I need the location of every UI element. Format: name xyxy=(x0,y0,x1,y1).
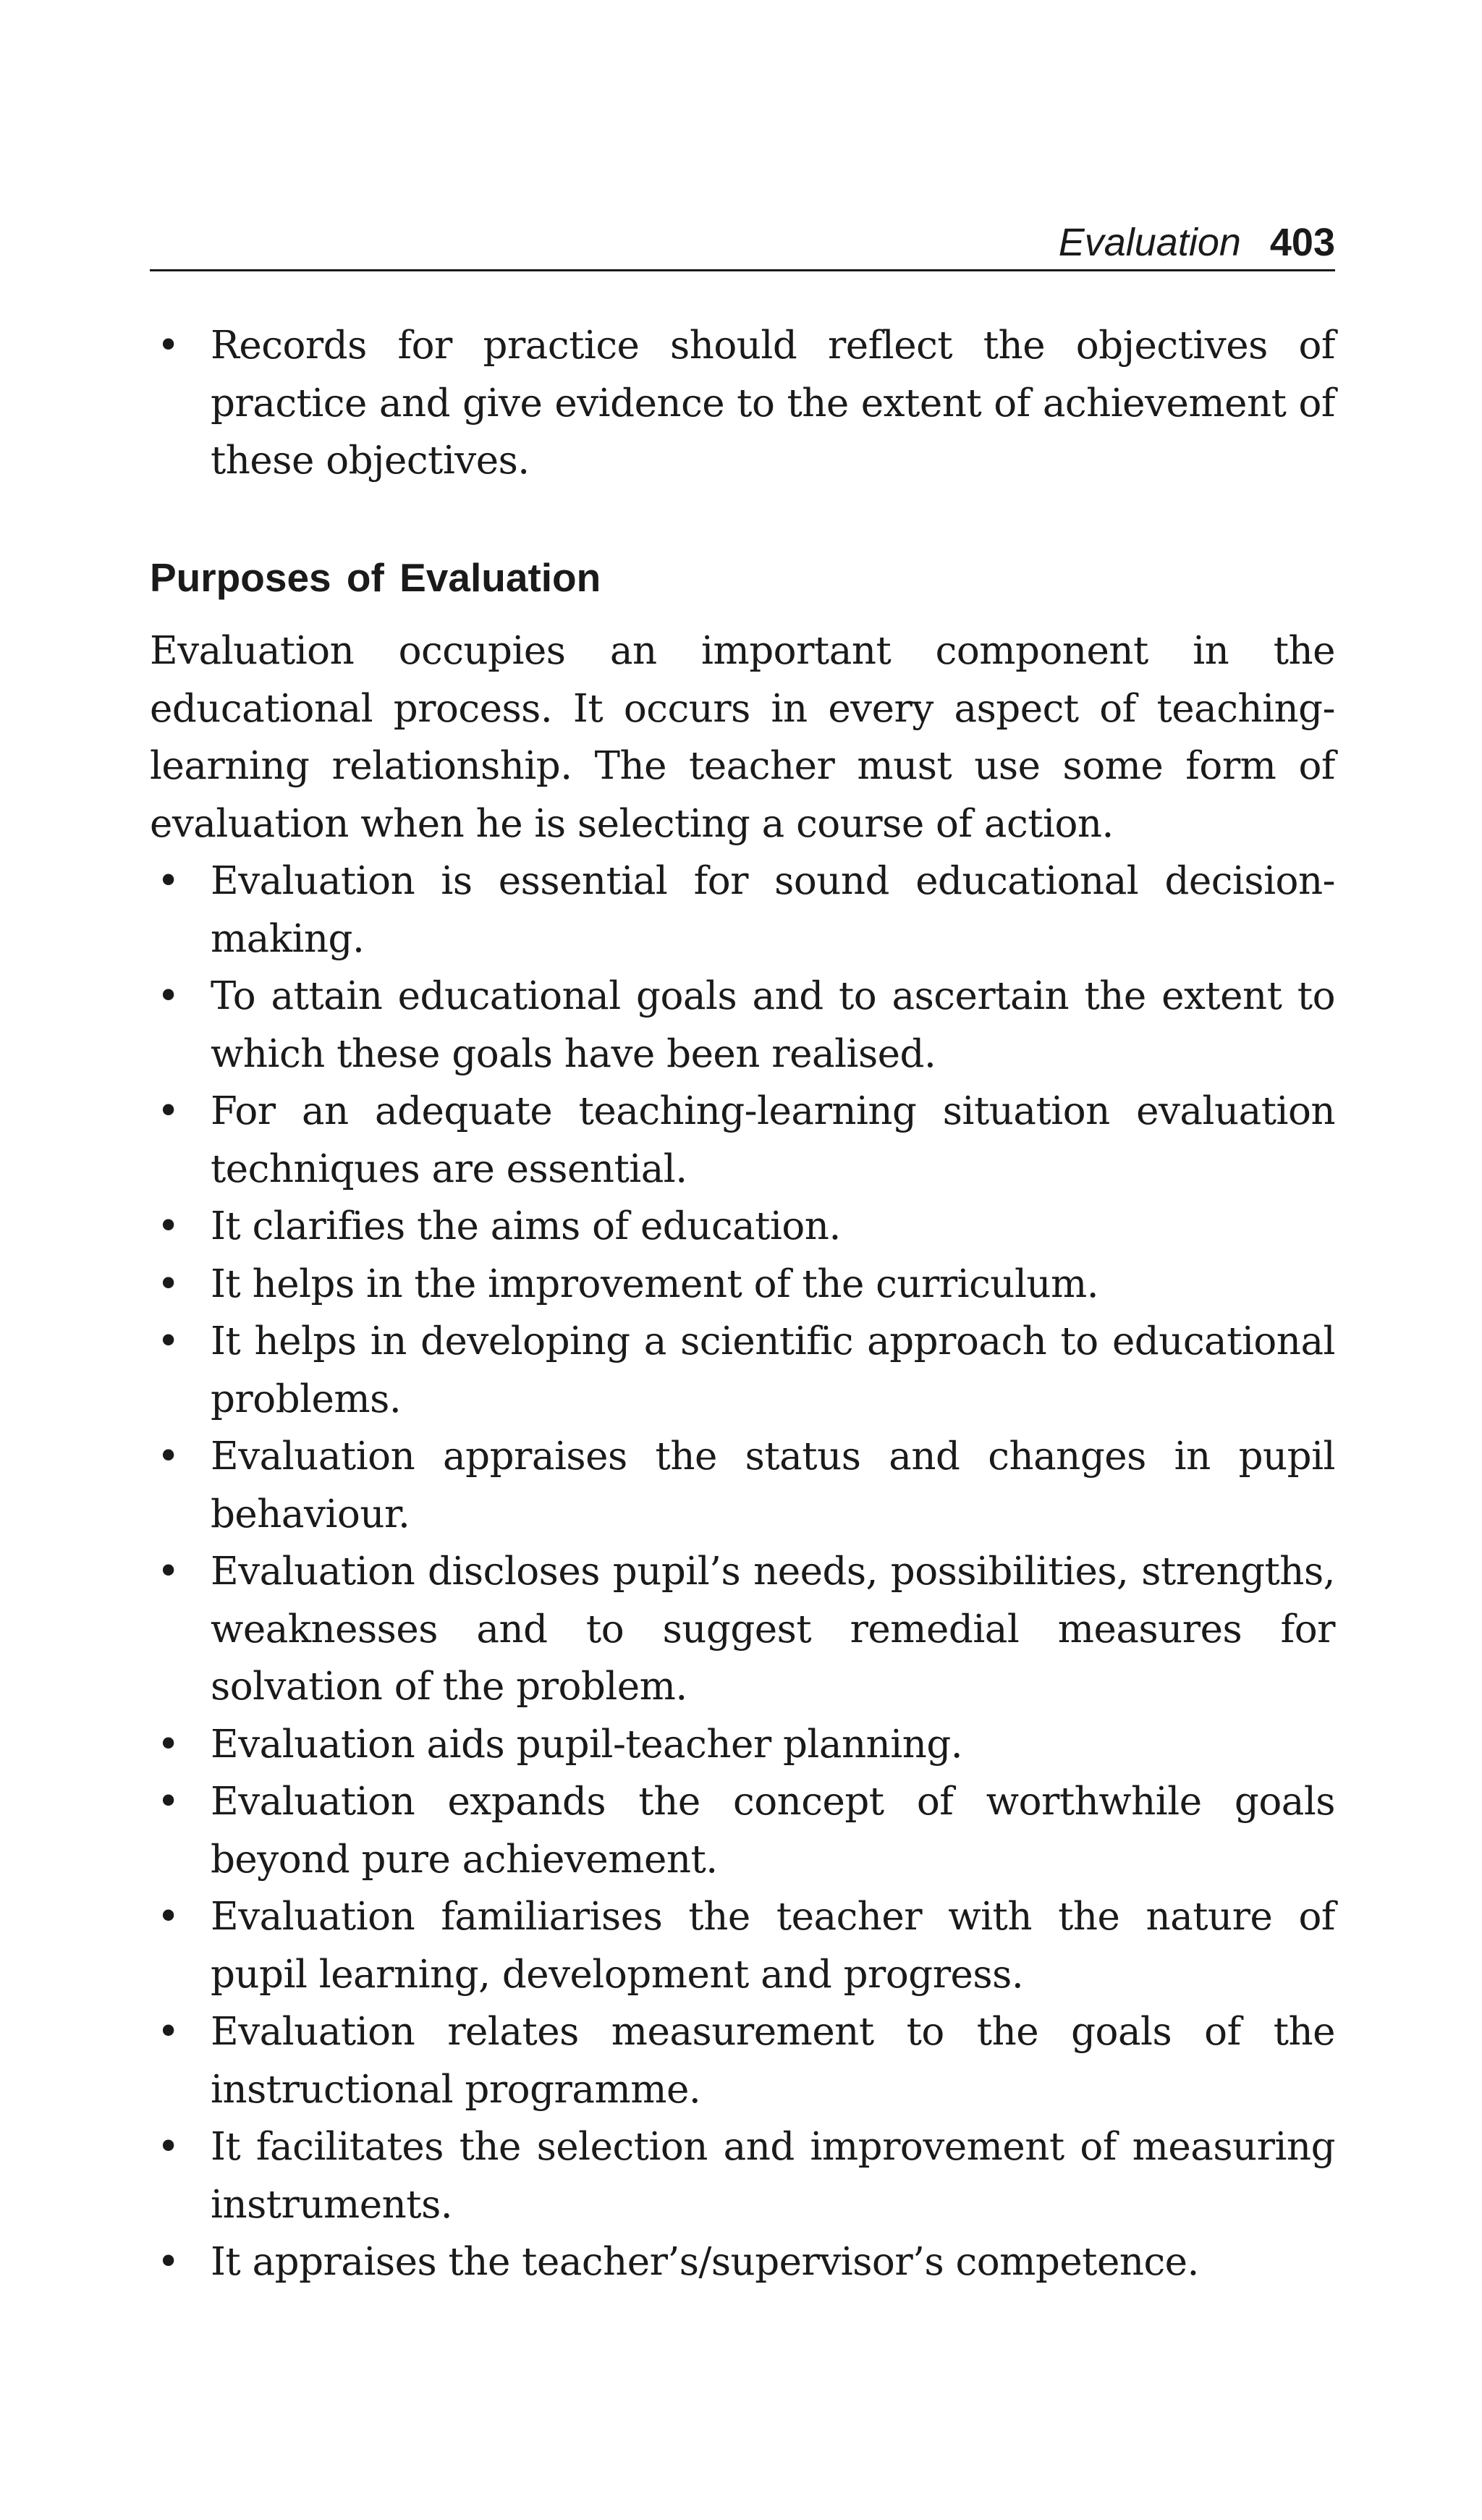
list-item-text: Evaluation is essential for sound educational decision-making. xyxy=(211,859,1335,961)
list-item-text: For an adequate teaching-learning situation evaluation techniques are essential. xyxy=(211,1089,1335,1191)
continued-bullet-list xyxy=(150,317,1335,490)
bullet-icon: • xyxy=(157,2125,179,2169)
list-item-text: Evaluation appraises the status and changes in pupil behaviour. xyxy=(211,1434,1335,1536)
list-item-text: It helps in developing a scientific approach to educational problems. xyxy=(211,1319,1335,1421)
running-head xyxy=(1059,214,1335,271)
list-item xyxy=(150,2118,1335,2233)
list-item xyxy=(150,1083,1335,1198)
list-item xyxy=(150,1773,1335,1888)
list-item xyxy=(150,1256,1335,1314)
list-item-text: It appraises the teacher’s/supervisor’s competence. xyxy=(211,2240,1199,2284)
bullet-icon: • xyxy=(157,1895,179,1939)
list-item-text: Evaluation aids pupil-teacher planning. xyxy=(211,1722,963,1767)
intro-paragraph: Evaluation occupies an important component in the educational process. It occurs in every aspect of teaching-learning relationship. The teacher must use some form of evaluation when he is selecting a course of action. xyxy=(150,629,1335,846)
running-head-section-name: Evaluation xyxy=(1058,221,1241,264)
list-item xyxy=(150,1313,1335,1428)
list-item xyxy=(150,1543,1335,1716)
list-item xyxy=(150,1716,1335,1774)
list-item xyxy=(150,1888,1335,2003)
bullet-icon: • xyxy=(157,1722,179,1767)
bullet-icon: • xyxy=(157,324,179,368)
list-item xyxy=(150,1198,1335,1256)
bullet-icon: • xyxy=(157,2010,179,2054)
list-item-text: Evaluation familiarises the teacher with the nature of pupil learning, development and progress. xyxy=(211,1895,1335,1997)
bullet-icon: • xyxy=(157,2240,179,2284)
list-item xyxy=(150,1428,1335,1543)
header-rule xyxy=(150,269,1335,271)
list-item-text: It clarifies the aims of education. xyxy=(211,1204,841,1248)
list-item-text: It helps in the improvement of the curriculum. xyxy=(211,1261,1099,1306)
list-item xyxy=(150,968,1335,1083)
purposes-list xyxy=(150,853,1335,2291)
list-item xyxy=(150,317,1335,490)
bullet-icon: • xyxy=(157,1089,179,1133)
bullet-icon: • xyxy=(157,859,179,903)
list-item-text: It facilitates the selection and improvement of measuring instruments. xyxy=(211,2125,1335,2227)
page-number: 403 xyxy=(1269,221,1335,264)
list-item-text: Evaluation relates measurement to the goals of the instructional programme. xyxy=(211,2010,1335,2112)
bullet-icon: • xyxy=(157,1319,179,1363)
bullet-icon: • xyxy=(157,1549,179,1594)
bullet-icon: • xyxy=(157,974,179,1018)
bullet-icon: • xyxy=(157,1261,179,1306)
list-item-text: To attain educational goals and to ascertain the extent to which these goals have been realised. xyxy=(211,974,1335,1076)
section-heading: Purposes of Evaluation xyxy=(150,555,601,600)
list-item xyxy=(150,2003,1335,2118)
list-item-text: Records for practice should reflect the objectives of practice and give evidence to the extent of achievement of these objectives. xyxy=(211,324,1335,483)
bullet-icon: • xyxy=(157,1780,179,1824)
list-item-text: Evaluation expands the concept of worthwhile goals beyond pure achievement. xyxy=(211,1780,1335,1882)
list-item-text: Evaluation discloses pupil’s needs, possibilities, strengths, weaknesses and to suggest remedial measures for solvation of the problem. xyxy=(211,1549,1335,1709)
list-item xyxy=(150,853,1335,968)
list-item xyxy=(150,2233,1335,2291)
bullet-icon: • xyxy=(157,1434,179,1479)
bullet-icon: • xyxy=(157,1204,179,1248)
